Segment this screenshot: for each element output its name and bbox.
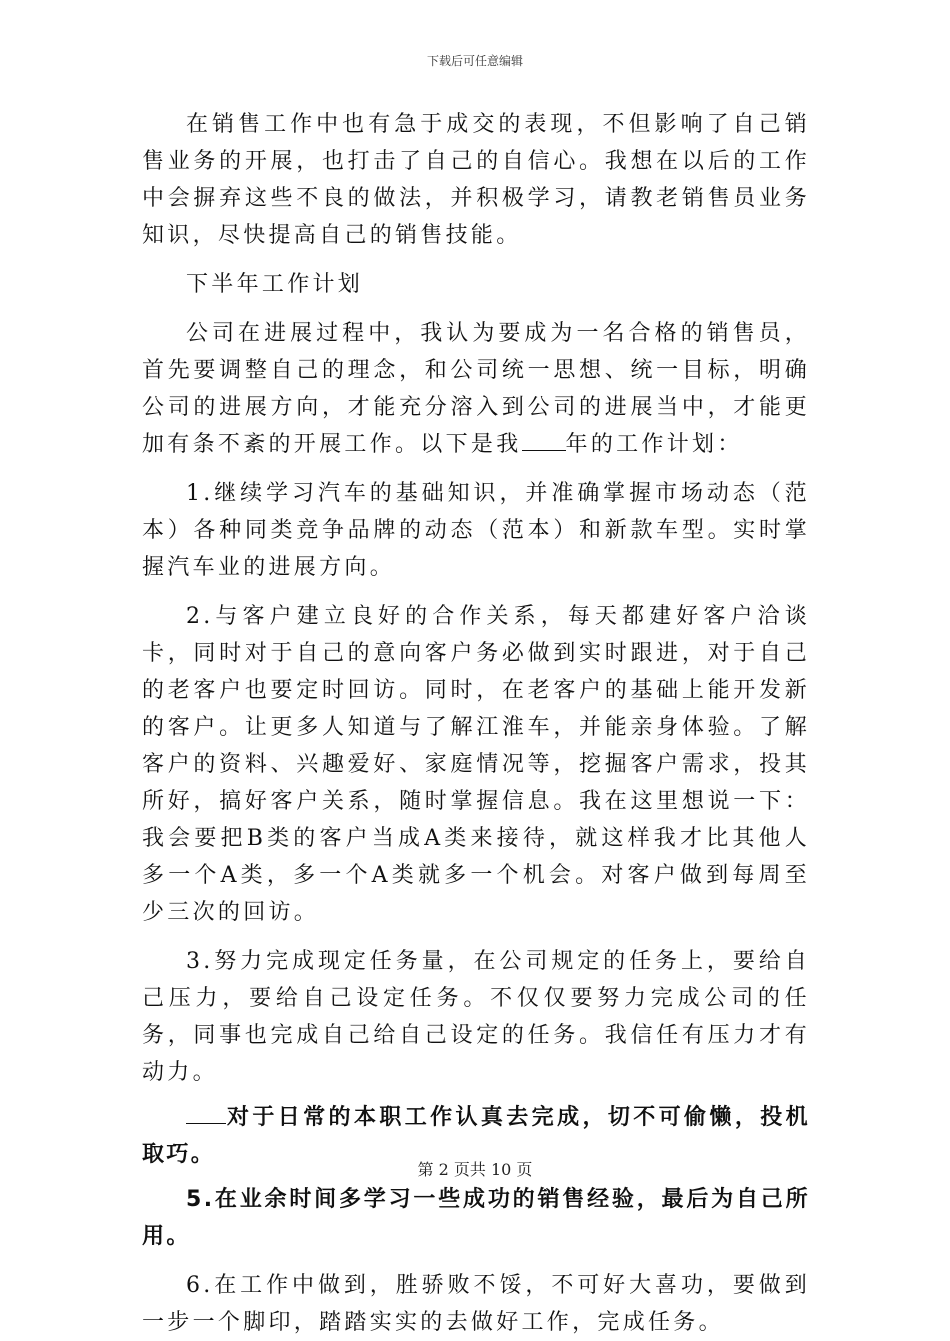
plan-intro-text-end: 年的工作计划： bbox=[565, 432, 743, 457]
plan-item-2: 2.与客户建立良好的合作关系，每天都建好客户洽谈卡，同时对于自己的意向客户务必做到实时跟进，对于自己的老客户也要定时回访。同时，在老客户的基础上能开发新的客户。让更多人知道与了解江淮车，并能亲身体验。了解客户的资料、兴趣爱好、家庭情况等，挖掘客户需求，投其所好，搞好客户关系，随时掌握信息。我在这里想说一下：我会要把B类的客户当成A类来接待，就这样我才比其他人多一个A类，多一个A类就多一个机会。对客户做到每周至少三次的回访。 bbox=[142, 604, 810, 925]
paragraph-sales-reflection: 在销售工作中也有急于成交的表现，不但影响了自己销售业务的开展，也打击了自己的自信心。我想在以后的工作中会摒弃这些不良的做法，并积极学习，请教老销售员业务知识，尽快提高自己的销售技能。 bbox=[142, 112, 810, 248]
page-header: 下载后可任意编辑 bbox=[426, 54, 523, 68]
plan-intro-text: 公司在进展过程中，我认为要成为一名合格的销售员，首先要调整自己的理念，和公司统一思想、统一目标，明确公司的进展方向，才能充分溶入到公司的进展当中，才能更加有条不紊的开展工作。以下是我 bbox=[142, 321, 810, 457]
page-footer: 第 2 页共 10 页 bbox=[417, 1160, 533, 1179]
plan-item-4-text: 对于日常的本职工作认真去完成，切不可偷懒，投机取巧。 bbox=[142, 1105, 810, 1167]
document-body bbox=[142, 106, 810, 1341]
year-blank bbox=[522, 450, 566, 451]
plan-item-3: 3.努力完成现定任务量，在公司规定的任务上，要给自己压力，要给自己设定任务。不仅仅要努力完成公司的任务，同事也完成自己给自己设定的任务。我信任有压力才有动力。 bbox=[142, 949, 810, 1085]
plan-item-6: 6.在工作中做到，胜骄败不馁，不可好大喜功，要做到一步一个脚印，踏踏实实的去做好工作，完成任务。 bbox=[142, 1273, 810, 1335]
plan-item-5: 5.在业余时间多学习一些成功的销售经验，最后为自己所用。 bbox=[142, 1187, 810, 1249]
plan-item-1: 1.继续学习汽车的基础知识，并准确掌握市场动态（范本）各种同类竞争品牌的动态（范本）和新款车型。实时掌握汽车业的进展方向。 bbox=[142, 481, 810, 580]
paragraph-plan-intro bbox=[142, 315, 810, 463]
item-number-blank bbox=[186, 1123, 226, 1124]
section-heading-plan: 下半年工作计划 bbox=[186, 272, 364, 297]
